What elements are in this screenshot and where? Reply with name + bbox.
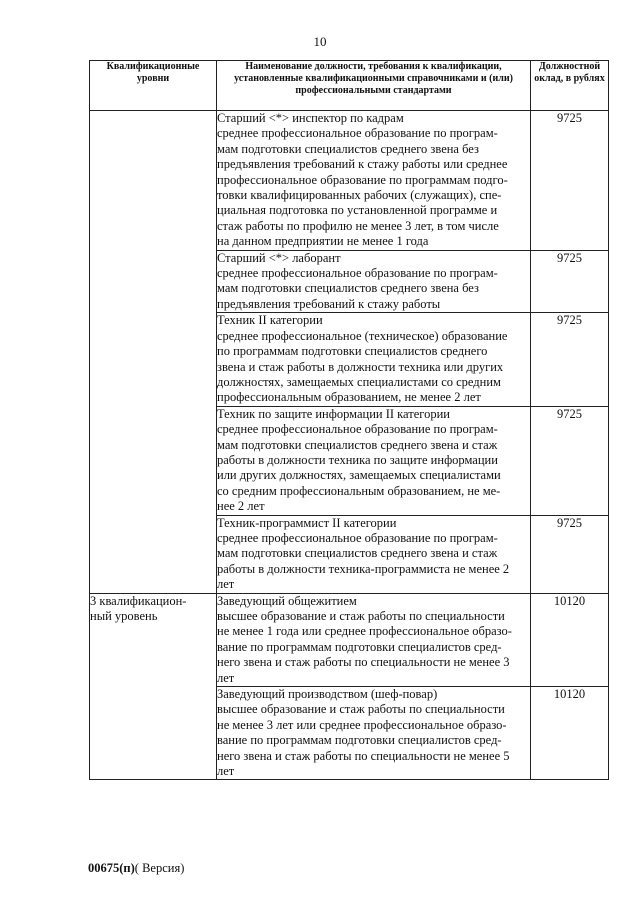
table-row (90, 111, 609, 251)
document-version: ( Версия) (134, 861, 185, 875)
salary-cell: 9725 (531, 250, 609, 313)
salary-cell: 9725 (531, 406, 609, 515)
salary-cell: 10120 (531, 687, 609, 780)
position-requirements: высшее образование и стаж работы по специальности не менее 1 года или среднее профессиональное образо- вание по программам подготовки специалистов сред- него звена и стаж работы по специальности не менее 3 лет (217, 609, 512, 685)
table-row (90, 593, 609, 686)
position-requirements: среднее профессиональное образование по програм- мам подготовки специалистов среднего звена и стаж работы в должности техника по защите информации или других должностях, замещаемых специалистами со средним профессиональным образованием, не ме- нее 2 лет (217, 422, 501, 514)
position-title: Заведующий производством (шеф-повар) (217, 687, 438, 702)
qualification-table (89, 60, 609, 780)
table-header-row (90, 61, 609, 111)
position-requirements: среднее профессиональное (техническое) образование по программам подготовки специалистов среднего звена и стаж работы в должности техника или других должностях, замещаемых специалистами со средним профессиональным образованием, не менее 2 лет (217, 328, 508, 405)
salary-cell: 9725 (531, 111, 609, 251)
position-requirements: среднее профессиональное образование по програм- мам подготовки специалистов среднего звена без предъявления требований к стажу работы (217, 266, 498, 311)
document-footer (88, 861, 184, 876)
position-title: Техник II категории (217, 313, 323, 328)
position-title: Старший <*> лаборант (217, 250, 341, 265)
position-cell (217, 313, 531, 406)
position-requirements: среднее профессиональное образование по програм- мам подготовки специалистов среднего звена и стаж работы в должности техника-программиста не менее 2 лет (217, 530, 510, 592)
position-requirements: среднее профессиональное образование по програм- мам подготовки специалистов среднего звена без предъявления требований к стажу работы или среднее профессиональное образование по программам подго- товки квалифицированных рабочих (служащих), спе- циальная подготовка по установленной программе и стаж работы по профилю не менее 3 лет, в том числе на данном предприятии не менее 1 года (217, 126, 508, 249)
header-position: Наименование должности, требования к квалификации, установленные квалификационными справочниками и (или) профессиональными стандартами (217, 61, 531, 111)
header-level: Квалификационные уровни (90, 61, 217, 111)
level-cell: 3 квалификацион- ный уровень (90, 593, 217, 780)
position-cell (217, 406, 531, 515)
position-requirements: высшее образование и стаж работы по специальности не менее 3 лет или среднее профессиональное образо- вание по программам подготовки специалистов сред- него звена и стаж работы по специальности не менее 5 лет (217, 702, 510, 779)
position-cell (217, 111, 531, 251)
position-cell (217, 250, 531, 313)
document-code: 00675(п) (88, 861, 135, 875)
level-cell (90, 111, 217, 594)
salary-cell: 10120 (531, 593, 609, 686)
position-cell (217, 515, 531, 593)
position-title: Старший <*> инспектор по кадрам (217, 111, 404, 125)
position-title: Заведующий общежитием (217, 593, 357, 608)
page-number: 10 (313, 34, 327, 49)
salary-cell: 9725 (531, 515, 609, 593)
salary-cell: 9725 (531, 313, 609, 406)
position-title: Техник по защите информации II категории (217, 406, 450, 421)
position-title: Техник-программист II категории (217, 515, 397, 530)
header-salary: Должностной оклад, в рублях (531, 61, 609, 111)
position-cell (217, 687, 531, 780)
position-cell (217, 593, 531, 686)
